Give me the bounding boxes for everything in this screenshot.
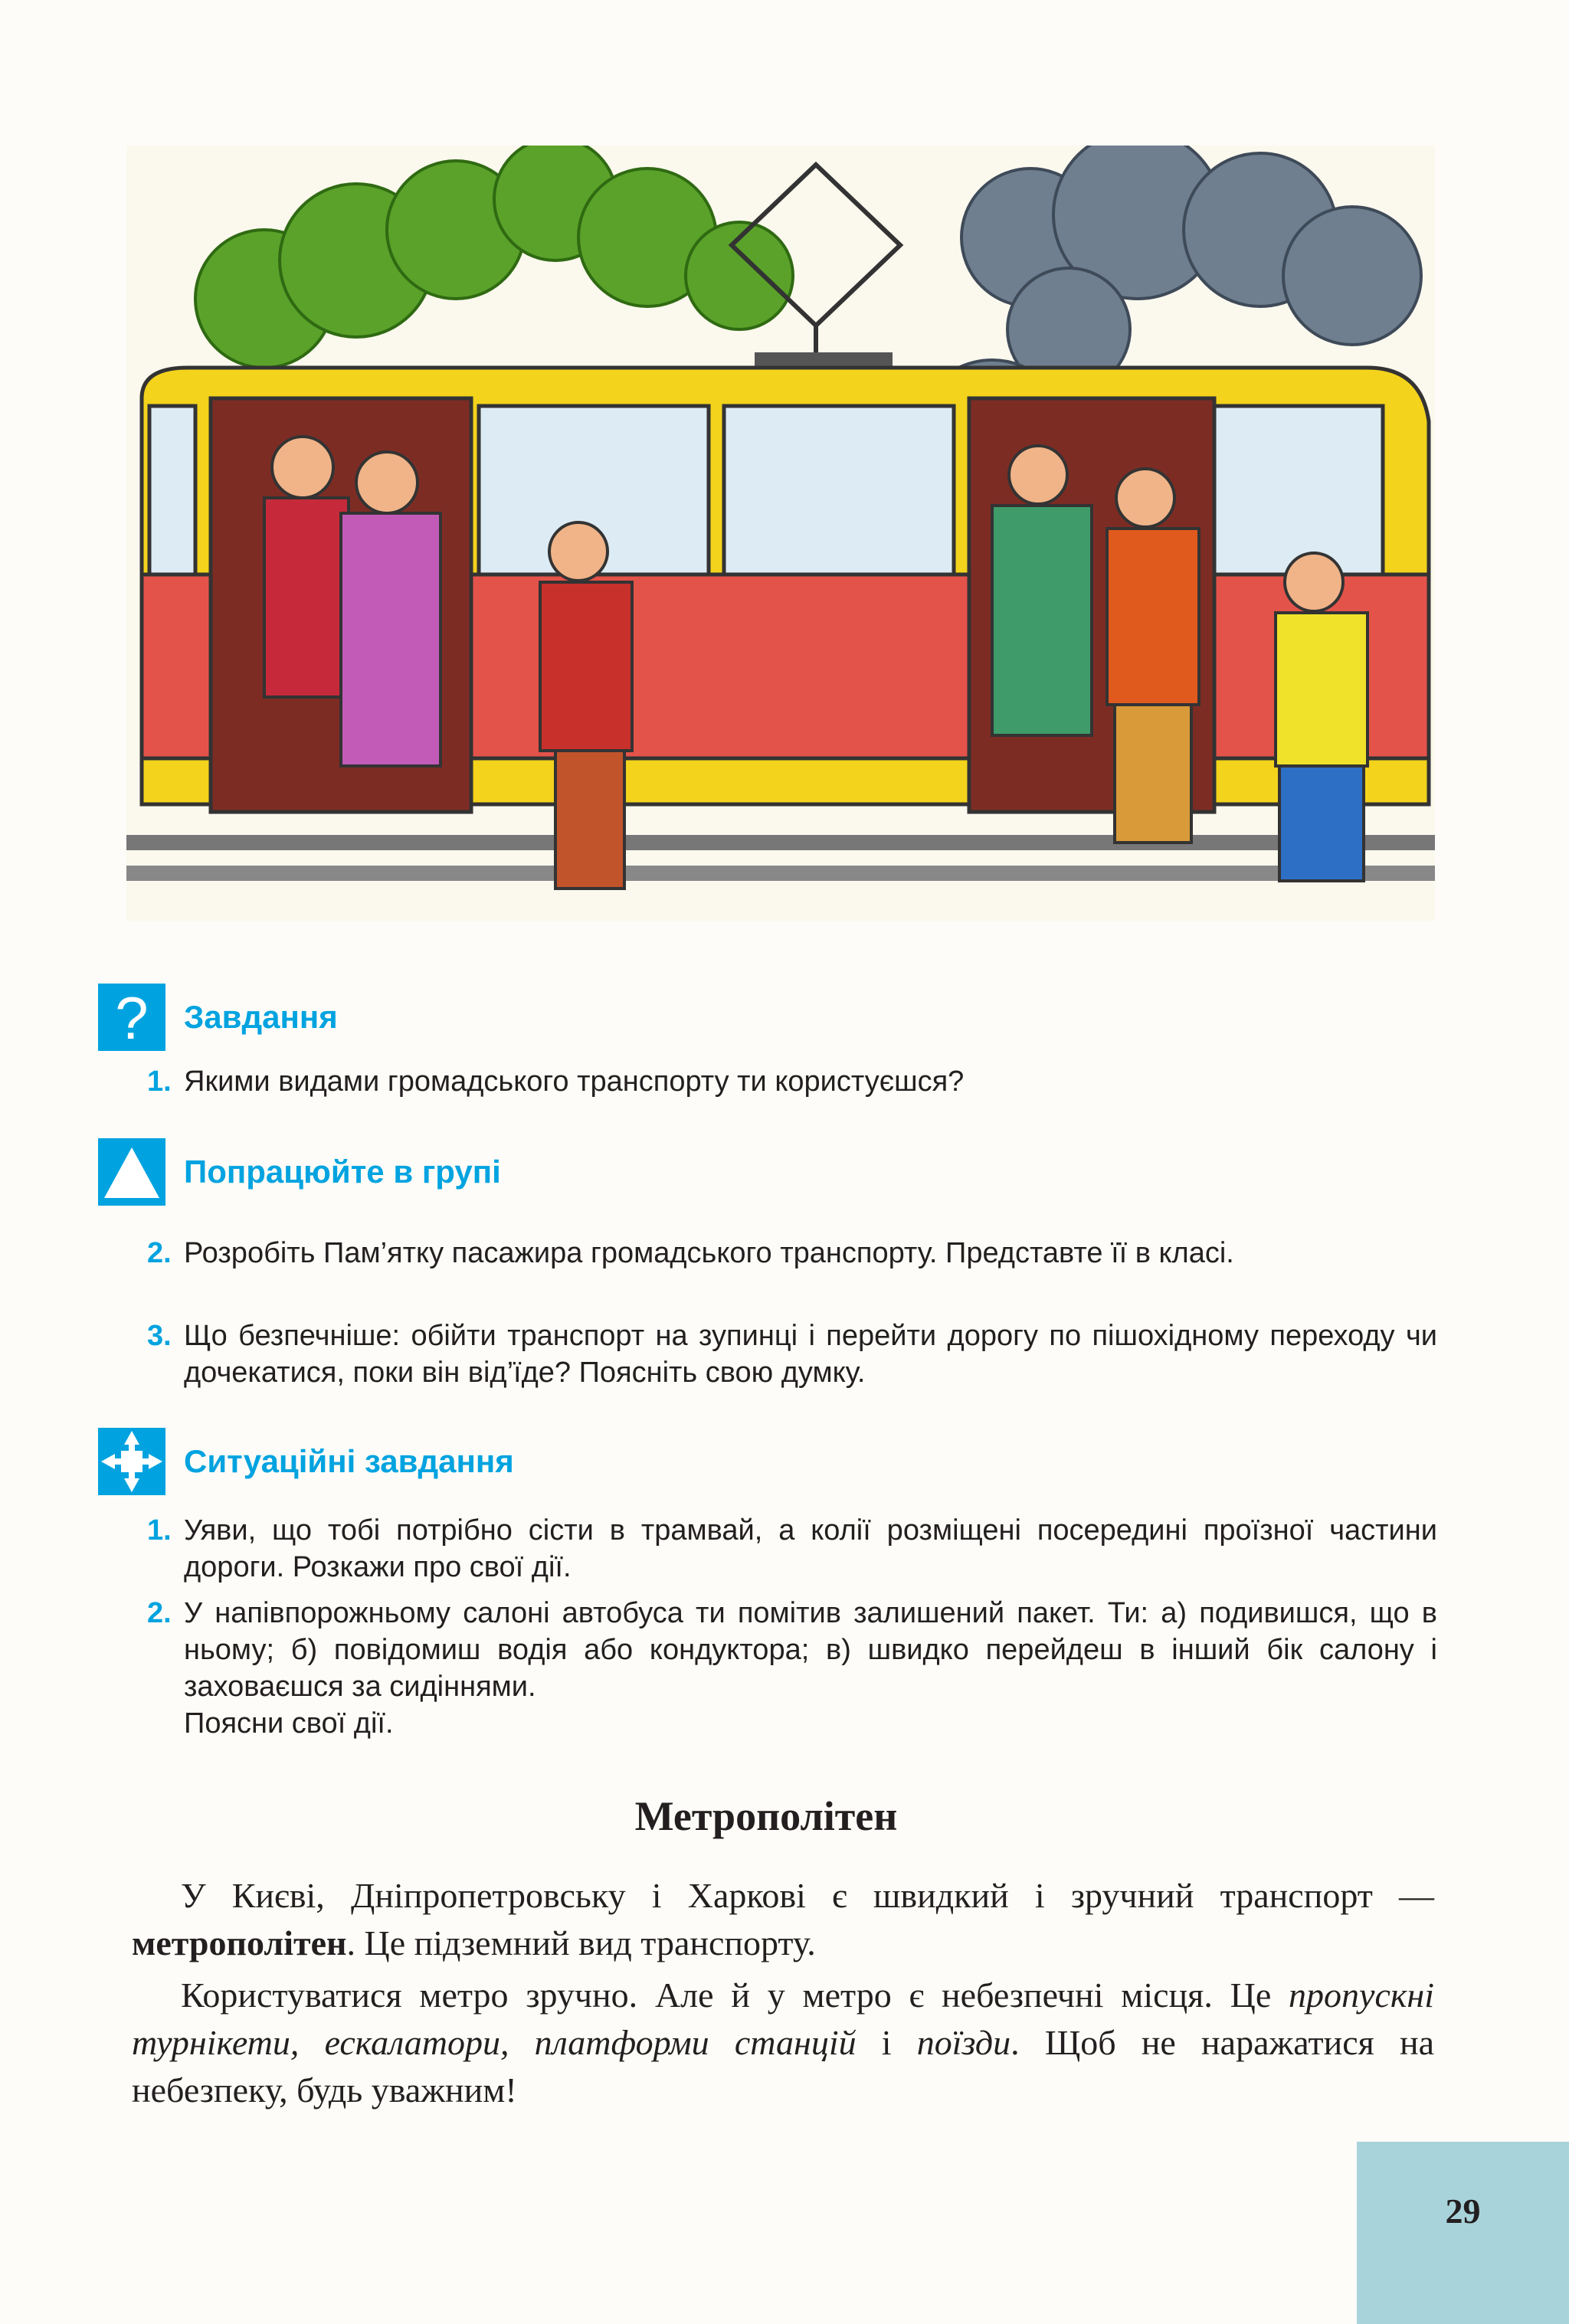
section-title-group: Попрацюйте в групі — [184, 1154, 501, 1190]
paragraph: Користуватися метро зручно. Але й у метро є небезпечні місця. Це пропускні турнікети, ескалатори, платформи станцій і поїзди. Щоб не наражатися на небезпеку, будь уважним! — [132, 1975, 1434, 2110]
paragraph: У Києві, Дніпропетровську і Харкові є швидкий і зручний транспорт — метрополітен. Це підземний вид транспорту. — [132, 1876, 1434, 1962]
page-title: Метрополітен — [634, 1793, 898, 1839]
list-item: 2. У напівпорожньому салоні автобуса ти помітив залишений пакет. Ти: а) подивишся, що в ньому; б) повідомиш водія або кондуктора; в) швидко перейдеш в інший бік салону і заховаєшся за сидіннями. Поясни свої дії. — [147, 1597, 1437, 1740]
task-section-header — [98, 984, 1477, 1051]
page-number: 29 — [1445, 2191, 1481, 2231]
section-title-situational: Ситуаційні завдання — [184, 1443, 514, 1479]
situational-section-header — [98, 1428, 1477, 1495]
crossroads-icon — [98, 1428, 165, 1495]
question-icon — [98, 984, 165, 1051]
list-item: 2. Розробіть Пам’ятку пасажира громадського транспорту. Представте її в класі. — [147, 1237, 1234, 1269]
list-item: 1. Якими видами громадського транспорту ти користуєшся? — [147, 1065, 965, 1098]
triangle-icon — [98, 1138, 165, 1206]
svg-text:?: ? — [115, 984, 149, 1051]
tram-illustration — [126, 146, 1435, 921]
list-item: 1. Уяви, що тобі потрібно сісти в трамвай, а колії розміщені посередині проїзної частини дороги. Розкажи про свої дії. — [147, 1514, 1437, 1583]
list-item: 3. Що безпечніше: обійти транспорт на зупинці і перейти дорогу по пішохідному переходу чи дочекатися, поки він від’їде? Поясніть свою думку. — [147, 1320, 1437, 1389]
page-number-tab — [1357, 2142, 1569, 2324]
section-title-task: Завдання — [184, 999, 338, 1035]
group-section-header — [98, 1138, 1477, 1206]
